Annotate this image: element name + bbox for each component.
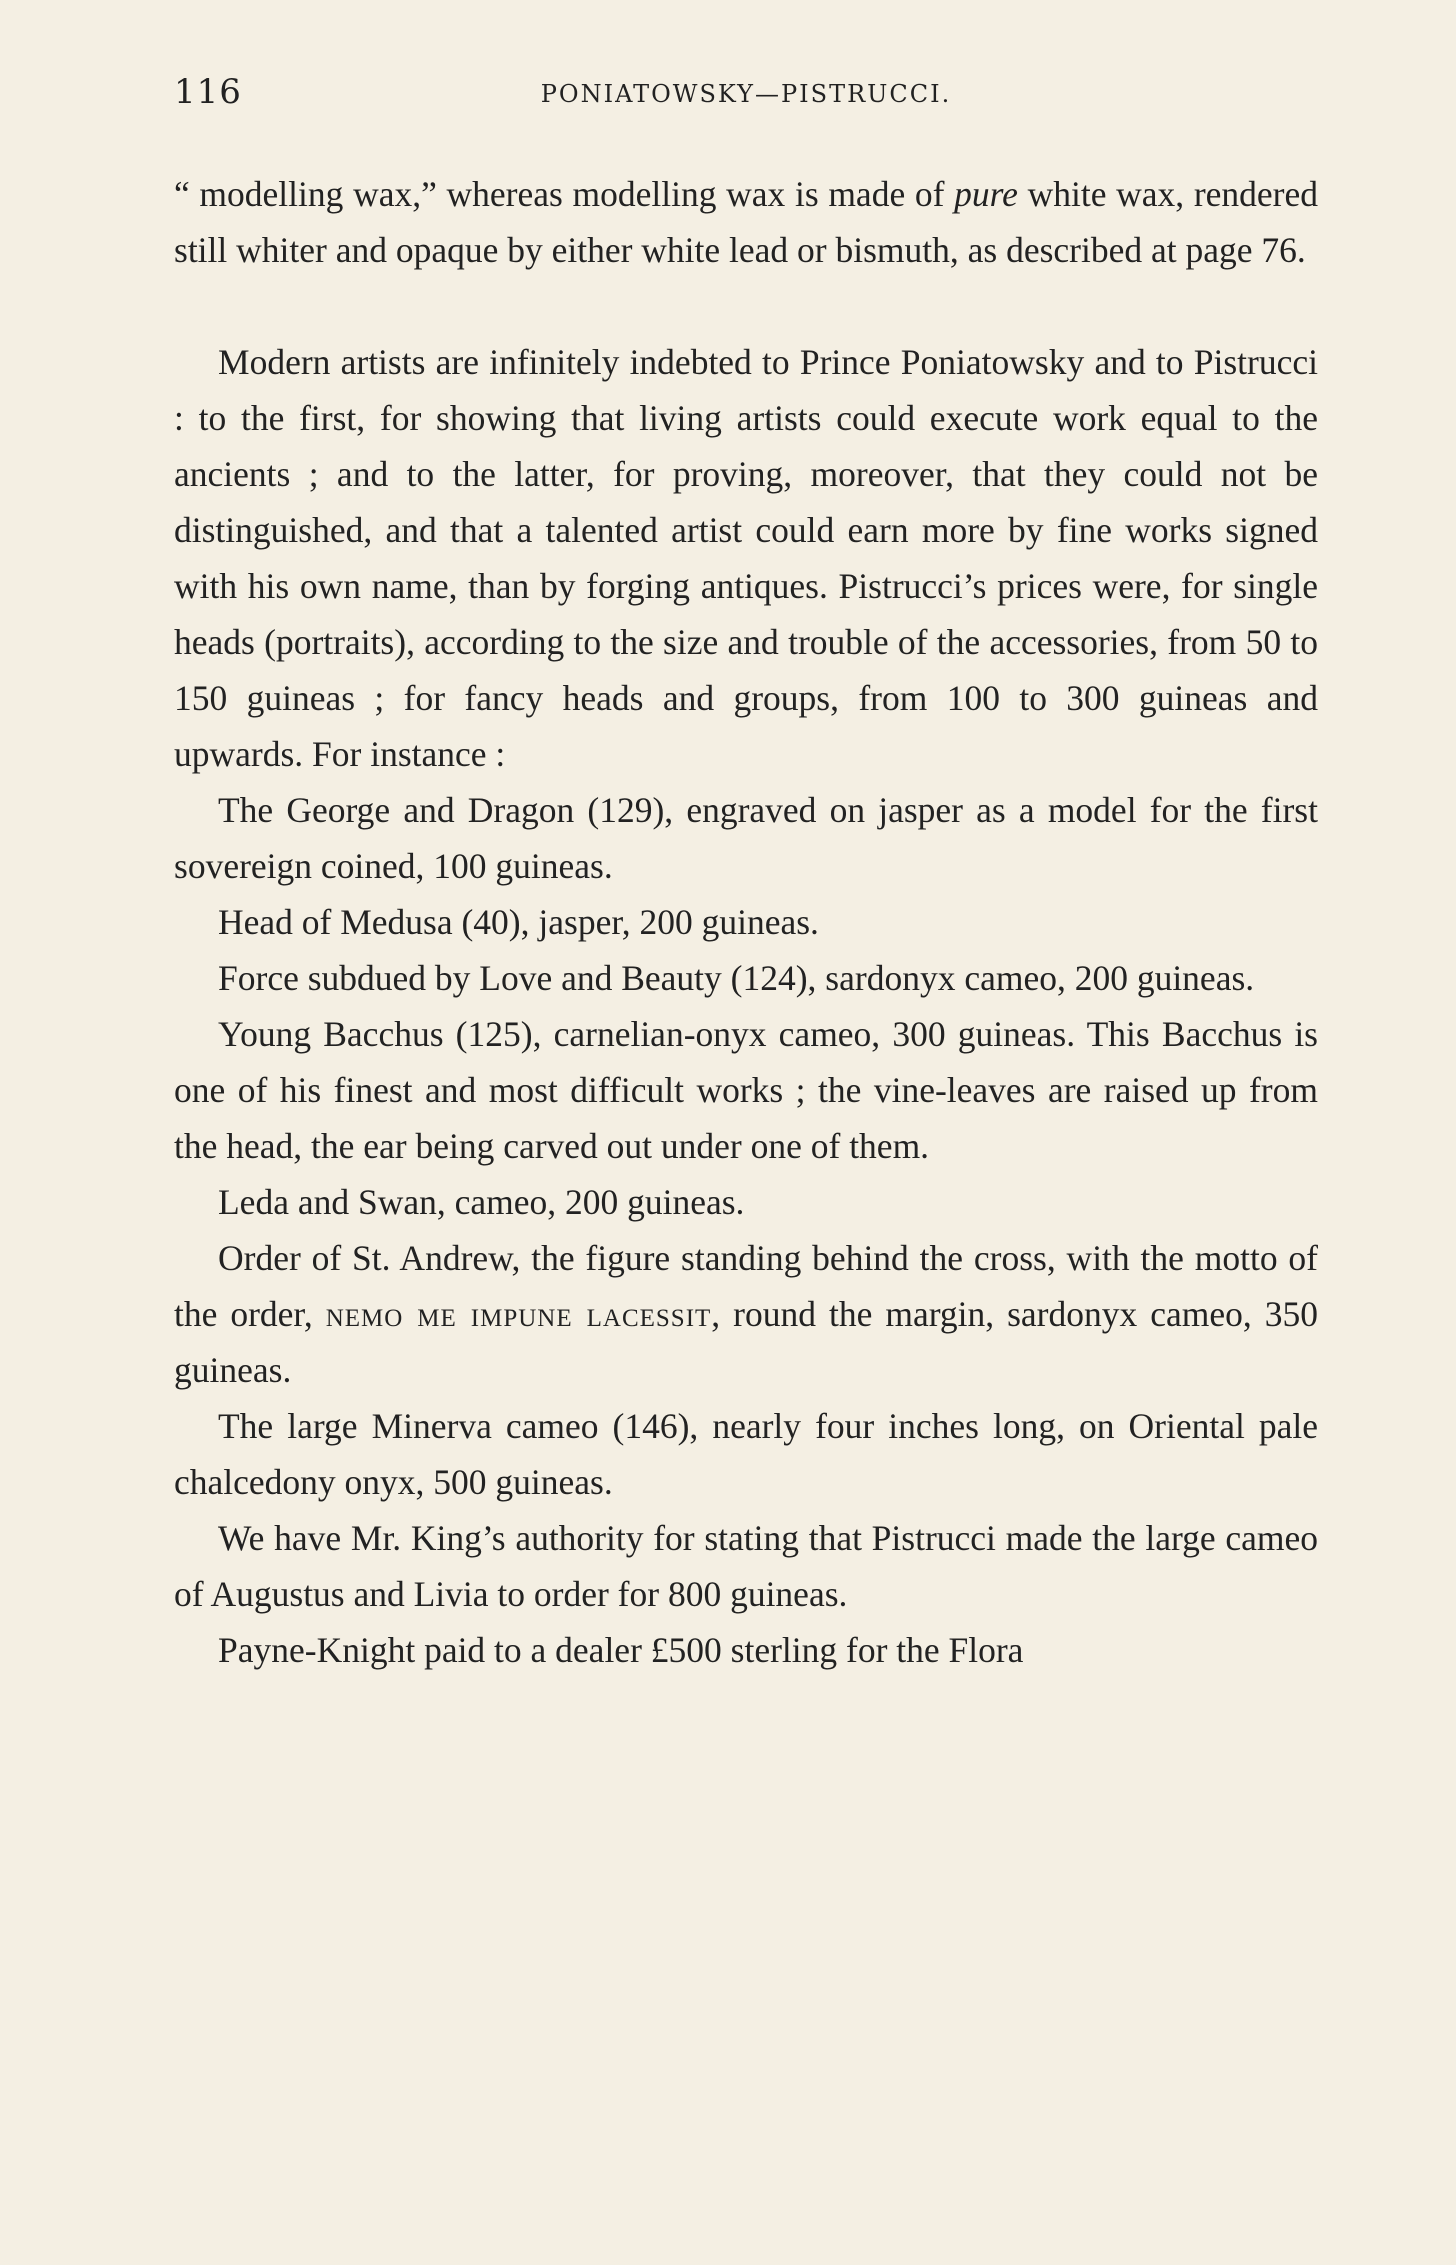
paragraph-1-part-a: “ modelling wax,” whereas modelling wax is made of: [174, 174, 955, 214]
page-number: 116: [174, 72, 242, 112]
paragraph-1-emphasis: pure: [954, 174, 1018, 214]
paragraph-3: The George and Dragon (129), engraved on jasper as a model for the first sovereign coined, 100 guineas.: [174, 790, 1318, 886]
paragraph-10: We have Mr. King’s authority for stating that Pistrucci made the large cameo of Augustus and Livia to order for 800 guineas.: [174, 1518, 1318, 1614]
body-text: [174, 166, 1318, 1678]
paragraph-2: Modern artists are infinitely indebted to Prince Poniatowsky and to Pistrucci : to the first, for showing that living artists could execute work equal to the ancients ; and to the latter, for proving, moreover, that they could not be distinguished, and that a talented artist could earn more by fine works signed with his own name, than by forging antiques. Pistrucci’s prices were, for single heads (portraits), according to the size and trouble of the accessories, from 50 to 150 guineas ; for fancy heads and groups, from 100 to 300 guineas and upwards. For instance :: [174, 342, 1318, 774]
paragraph-8-part-b: , round the margin, sardonyx cameo, 350 guineas.: [174, 1294, 1318, 1390]
running-title: PONIATOWSKY—PISTRUCCI.: [540, 80, 952, 108]
paragraph-5: Force subdued by Love and Beauty (124), sardonyx cameo, 200 guineas.: [218, 958, 1255, 998]
paragraph-1-part-b: white wax, rendered still whiter and opaque by either white lead or bismuth, as described at page 76.: [174, 174, 1318, 270]
paragraph-8-part-a: Order of St. Andrew, the figure standing behind the cross, with the motto of the order,: [174, 1238, 1318, 1334]
paragraph-7: Leda and Swan, cameo, 200 guineas.: [218, 1182, 745, 1222]
paragraph-6: Young Bacchus (125), carnelian-onyx cameo, 300 guineas. This Bacchus is one of his finest and most difficult works ; the vine-leaves are raised up from the head, the ear being carved out under one of them.: [174, 1014, 1318, 1166]
order-motto: nemo me impune lacessit: [325, 1294, 712, 1334]
paragraph-1: [174, 166, 1318, 278]
running-head: [174, 72, 1318, 126]
paragraph-8: [174, 1230, 1318, 1398]
paragraph-9: The large Minerva cameo (146), nearly four inches long, on Oriental pale chalcedony onyx, 500 guineas.: [174, 1406, 1318, 1502]
paragraph-4: Head of Medusa (40), jasper, 200 guineas.: [218, 902, 819, 942]
paragraph-11: Payne-Knight paid to a dealer £500 sterling for the Flora: [218, 1630, 1024, 1670]
